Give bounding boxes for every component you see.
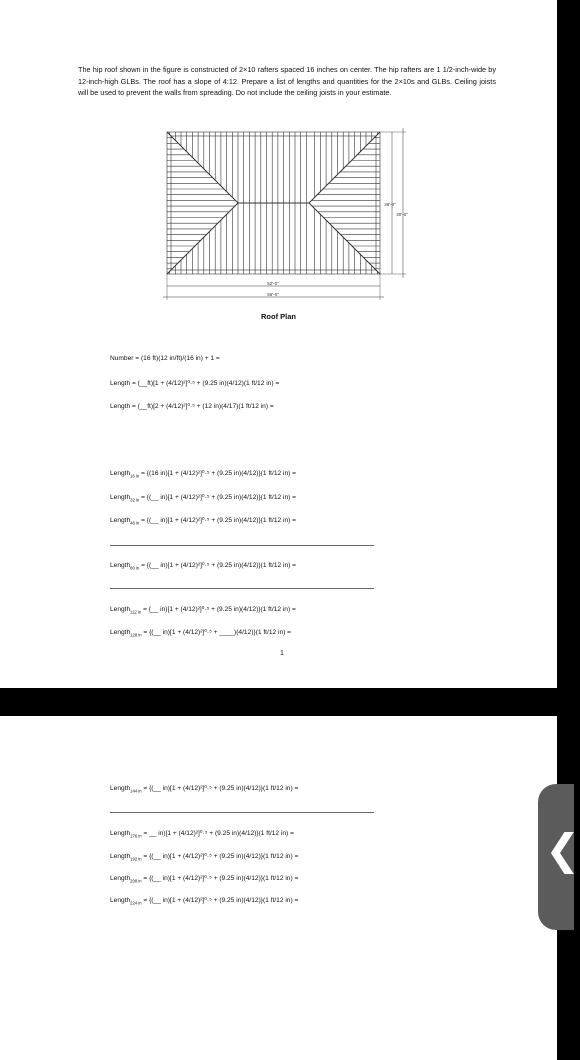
jack-rafter-length-equation [110, 852, 298, 861]
dim-outer-width: 56'-0" [267, 292, 279, 297]
jack-rafter-length-equation [110, 896, 298, 905]
length-hip-rafter-equation: Length = (__ft)[2 + (4/12)²]⁰·⁵ + (12 in)(4/17)(1 ft/12 in) = [110, 403, 274, 410]
figure-caption: Roof Plan [261, 312, 296, 321]
equation-body: = {(__ in)[1 + (4/12)²]⁰·⁵ + ____)(4/12)}(1 ft/12 in) = [141, 629, 292, 636]
roof-plan-figure [0, 120, 557, 310]
dim-outer-height: 40'-0" [396, 212, 408, 217]
jack-rafter-length-equation [110, 829, 294, 838]
equation-label: Length [110, 830, 131, 837]
equation-body: = {(16 in)[1 + (4/12)²]⁰·⁵ + (9.25 in)(4/12)}(1 ft/12 in) = [139, 470, 297, 477]
equation-body: = {(__ in)[1 + (4/12)²]⁰·⁵ + (9.25 in)(4/12)}(1 ft/12 in) = [139, 562, 297, 569]
number-equation: Number = (16 ft)(12 in/ft)/(16 in) + 1 = [110, 355, 220, 362]
separator-line [110, 545, 374, 546]
home-indicator[interactable] [187, 1053, 387, 1060]
equation-body: = {(__ in)[1 + (4/12)²]⁰·⁵ + (9.25 in)(4/12)}(1 ft/12 in) = [141, 875, 299, 882]
equation-label: Length [110, 494, 131, 501]
equation-subscript: 48 in [130, 520, 140, 526]
jack-rafter-length-equation [110, 516, 296, 525]
chevron-left-icon: ❮ [545, 825, 580, 874]
jack-rafter-length-equation [110, 784, 298, 793]
separator-line [110, 588, 374, 589]
equation-label: Length [110, 853, 131, 860]
equation-body: = {(__ in)[1 + (4/12)²]⁰·⁵ + (9.25 in)(4/12)}(1 ft/12 in) = [139, 494, 297, 501]
problem-statement: The hip roof shown in the figure is constructed of 2×10 rafters spaced 16 inches on center. The hip rafters are 1 1/2-inch-wide by 12-inch-high GLBs. The roof has a slope of 4:12. Prepare a list of lengths and quantities for the 2×10s and GLBs. Ceiling joists will be used to prevent the walls from spreading. Do not include the ceiling joists in your estimate. [78, 65, 496, 98]
dim-inner-width: 52'-0" [267, 281, 279, 286]
jack-rafter-length-equation [110, 605, 296, 614]
jack-rafter-length-equation [110, 493, 296, 502]
jack-rafter-length-equation [110, 469, 296, 478]
equation-label: Length [110, 875, 131, 882]
equation-subscript: 80 in [130, 565, 140, 571]
equation-label: Length [110, 897, 131, 904]
jack-rafter-length-equation [110, 561, 296, 570]
jack-rafter-length-equation [110, 628, 291, 637]
equation-label: Length [110, 470, 131, 477]
equation-label: Length [110, 517, 131, 524]
equation-subscript: 208 in [130, 878, 142, 884]
equation-body: = {(__ in)[1 + (4/12)²]⁰·⁵ + (9.25 in)(4/12)}(1 ft/12 in) = [141, 785, 299, 792]
equation-label: Length [110, 562, 131, 569]
equation-body: = {__ in)[1 + (4/12)²]⁰·⁵ + (9.25 in)(4/12)}(1 ft/12 in) = [141, 606, 296, 613]
equation-subscript: 128 in [130, 632, 142, 638]
equation-subscript: 32 in [130, 497, 140, 503]
length-common-rafter-equation: Length = (__ft)[1 + (4/12)²]⁰·⁵ + (9.25 in)(4/12)(1 ft/12 in) = [110, 380, 280, 387]
equation-body: = {(__ in)[1 + (4/12)²]⁰·⁵ + (9.25 in)(4/12)}(1 ft/12 in) = [139, 517, 297, 524]
equation-subscript: 112 in [130, 609, 142, 615]
side-panel-tab[interactable] [538, 784, 580, 930]
equation-label: Length [110, 629, 131, 636]
dim-inner-height: 36'-0" [384, 202, 396, 207]
equation-body: = __ in)[1 + (4/12)²]⁰·⁵ + (9.25 in)(4/12)}(1 ft/12 in) = [141, 830, 294, 837]
equation-subscript: 192 in [130, 856, 142, 862]
separator-line [110, 812, 374, 813]
equation-label: Length [110, 785, 131, 792]
equation-label: Length [110, 606, 131, 613]
page-number: 1 [280, 650, 284, 657]
document-page-2 [0, 716, 557, 1060]
jack-rafter-length-equation [110, 874, 298, 883]
equation-subscript: 176 in [130, 833, 142, 839]
equation-subscript: 16 in [130, 473, 140, 479]
equation-subscript: 224 in [130, 900, 142, 906]
equation-body: = {(__ in)[1 + (4/12)²]⁰·⁵ + (9.25 in)(4/12)}(1 ft/12 in) = [141, 853, 299, 860]
equation-body: = {(__ in)[1 + (4/12)²]⁰·⁵ + (9.25 in)(4/12)}(1 ft/12 in) = [141, 897, 299, 904]
equation-subscript: 144 in [130, 788, 142, 794]
